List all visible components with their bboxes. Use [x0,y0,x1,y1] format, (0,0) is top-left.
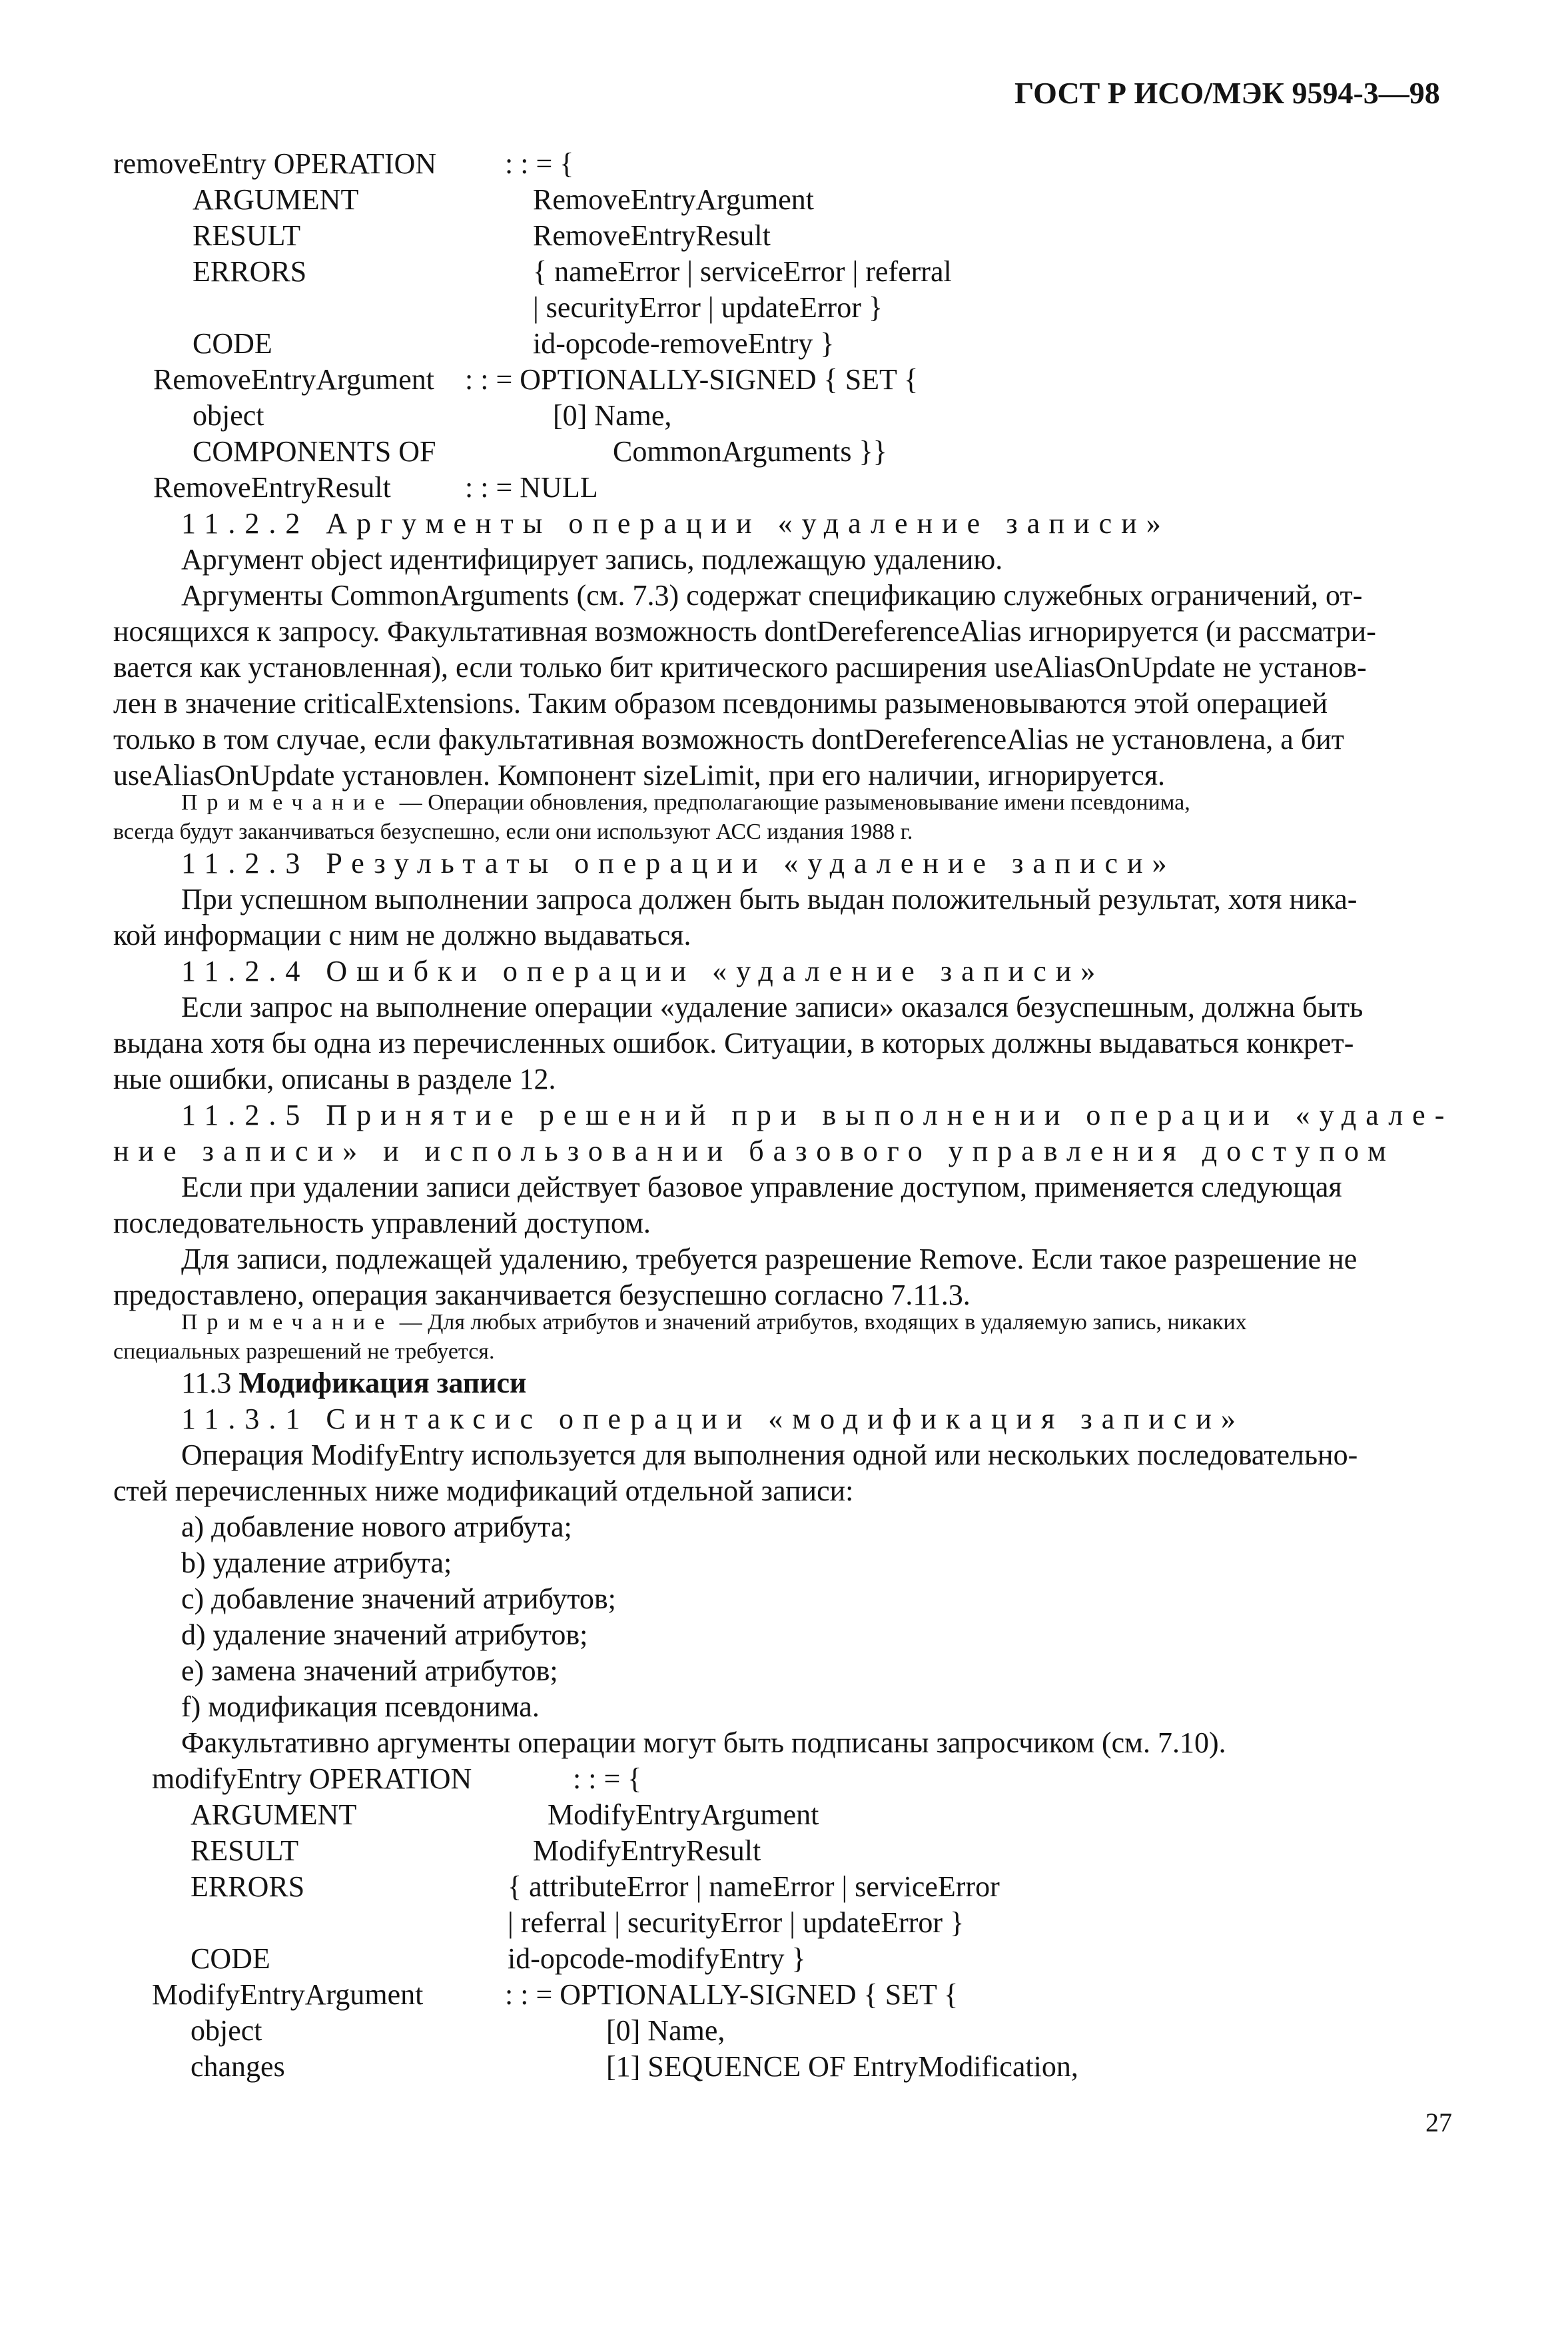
asn-object-kw: object [193,399,264,432]
asn-arg-assign: : : = OPTIONALLY-SIGNED { SET { [505,1978,959,2011]
section-title [181,1365,526,1402]
list-item: е) замена значений атрибутов; [181,1654,558,1687]
paragraph-line: предоставлено, операция заканчивается безуспешно согласно 7.11.3. [113,1279,971,1311]
asn-object-val: [0] Name, [553,399,672,432]
paragraph-line: вается как установленная), если только бит критического расширения useAliasOnUpdate не установ- [113,651,1367,684]
paragraph-line: стей перечисленных ниже модификаций отдельной записи: [113,1474,854,1507]
section-title-text: Модификация записи [238,1367,527,1399]
asn-changes-kw: changes [191,2050,285,2083]
asn-code-val: id-opcode-removeEntry } [533,327,835,360]
paragraph-line: useAliasOnUpdate установлен. Компонент sizeLimit, при его наличии, игнорируется. [113,759,1166,792]
note-text: — Для любых атрибутов и значений атрибутов, входящих в удаляемую запись, никаких [394,1310,1247,1335]
asn-errors-val-1: { nameError | serviceError | referral [533,255,952,288]
paragraph-line: Если запрос на выполнение операции «удаление записи» оказался безуспешным, должна быть [181,991,1364,1023]
paragraph-line: Операция ModifyEntry используется для выполнения одной или нескольких последовательно- [181,1439,1358,1471]
asn-result-assign: : : = NULL [465,471,598,504]
section-heading: 11.3.1 Синтаксис операции «модификация записи» [181,1403,1245,1435]
document-header: ГОСТ Р ИСО/МЭК 9594-3—98 [1014,76,1440,110]
section-heading: ние записи» и использовании базового управления доступом [113,1135,1395,1167]
asn-arg-type: RemoveEntryArgument [153,363,434,396]
asn-object-kw: object [191,2014,262,2047]
note-line: всегда будут заканчиваться безуспешно, если они используют АСС издания 1988 г. [113,820,913,844]
asn-op-name: modifyEntry OPERATION [152,1762,472,1795]
list-item: b) удаление атрибута; [181,1546,452,1579]
note-text: — Операции обновления, предполагающие разыменовывание имени псевдонима, [394,790,1190,815]
asn-arg-type: ModifyEntryArgument [152,1978,424,2011]
asn-code-kw: CODE [191,1942,270,1975]
asn-components-kw: COMPONENTS OF [193,435,436,468]
paragraph-line: лен в значение criticalExtensions. Таким образом псевдонимы разыменовываются этой операцией [113,687,1328,720]
asn-components-val: CommonArguments }} [613,435,887,468]
paragraph: Факультативно аргументы операции могут быть подписаны запросчиком (см. 7.10). [181,1726,1226,1759]
asn-errors-kw: ERRORS [191,1870,305,1903]
asn-changes-val: [1] SEQUENCE OF EntryModification, [606,2050,1078,2083]
asn-errors-kw: ERRORS [193,255,307,288]
list-item: с) добавление значений атрибутов; [181,1582,616,1615]
paragraph-line: Для записи, подлежащей удалению, требуется разрешение Remove. Если такое разрешение не [181,1243,1358,1275]
paragraph-line: носящихся к запросу. Факультативная возможность dontDereferenceAlias игнорируется (и рассматри- [113,615,1376,648]
asn-errors-val-2: | securityError | updateError } [533,291,883,324]
note-label: Примечание [181,1310,394,1335]
section-heading: 11.2.2 Аргументы операции «удаление записи» [181,507,1170,540]
section-heading: 11.2.4 Ошибки операции «удаление записи» [181,955,1105,987]
asn-result-type: RemoveEntryResult [153,471,391,504]
paragraph-line: Аргументы CommonArguments (см. 7.3) содержат спецификацию служебных ограничений, от- [181,579,1363,612]
paragraph-line: Если при удалении записи действует базовое управление доступом, применяется следующая [181,1171,1342,1203]
asn-result-val: RemoveEntryResult [533,219,771,252]
paragraph-line: только в том случае, если факультативная возможность dontDereferenceAlias не установлена, а бит [113,723,1344,756]
paragraph-line: выдана хотя бы одна из перечисленных ошибок. Ситуации, в которых должны выдаваться конкрет- [113,1027,1354,1059]
note-label: Примечание [181,790,394,815]
paragraph-line: кой информации с ним не должно выдаваться. [113,919,691,951]
asn-op-assign: : : = { [573,1762,642,1795]
asn-argument-val: ModifyEntryArgument [548,1798,819,1831]
paragraph-line: ные ошибки, описаны в разделе 12. [113,1063,556,1095]
list-item: f) модификация псевдонима. [181,1690,540,1723]
note [181,789,1190,817]
asn-argument-kw: ARGUMENT [191,1798,357,1831]
asn-argument-val: RemoveEntryArgument [533,183,814,216]
asn-object-val: [0] Name, [606,2014,725,2047]
asn-errors-val-1: { attributeError | nameError | serviceError [508,1870,1000,1903]
asn-code-kw: CODE [193,327,272,360]
section-heading: 11.2.3 Результаты операции «удаление записи» [181,847,1176,879]
asn-op-assign: : : = { [505,147,574,180]
note-line: специальных разрешений не требуется. [113,1339,495,1364]
page-number: 27 [1425,2107,1452,2137]
list-item: d) удаление значений атрибутов; [181,1618,588,1651]
asn-arg-assign: : : = OPTIONALLY-SIGNED { SET { [465,363,919,396]
asn-argument-kw: ARGUMENT [193,183,359,216]
asn-result-kw: RESULT [191,1834,299,1867]
asn-result-val: ModifyEntryResult [533,1834,761,1867]
note [181,1309,1247,1337]
asn-result-kw: RESULT [193,219,301,252]
list-item: а) добавление нового атрибута; [181,1510,572,1543]
paragraph-line: последовательность управлений доступом. [113,1207,651,1239]
asn-op-name: removeEntry OPERATION [113,147,437,180]
paragraph: Аргумент object идентифицирует запись, подлежащую удалению. [181,543,1003,576]
asn-errors-val-2: | referral | securityError | updateError } [508,1906,965,1939]
asn-code-val: id-opcode-modifyEntry } [508,1942,806,1975]
section-number: 11.3 [181,1367,232,1399]
section-heading: 11.2.5 Принятие решений при выполнении операции «удале- [181,1099,1454,1131]
paragraph-line: При успешном выполнении запроса должен быть выдан положительный результат, хотя ника- [181,883,1358,915]
